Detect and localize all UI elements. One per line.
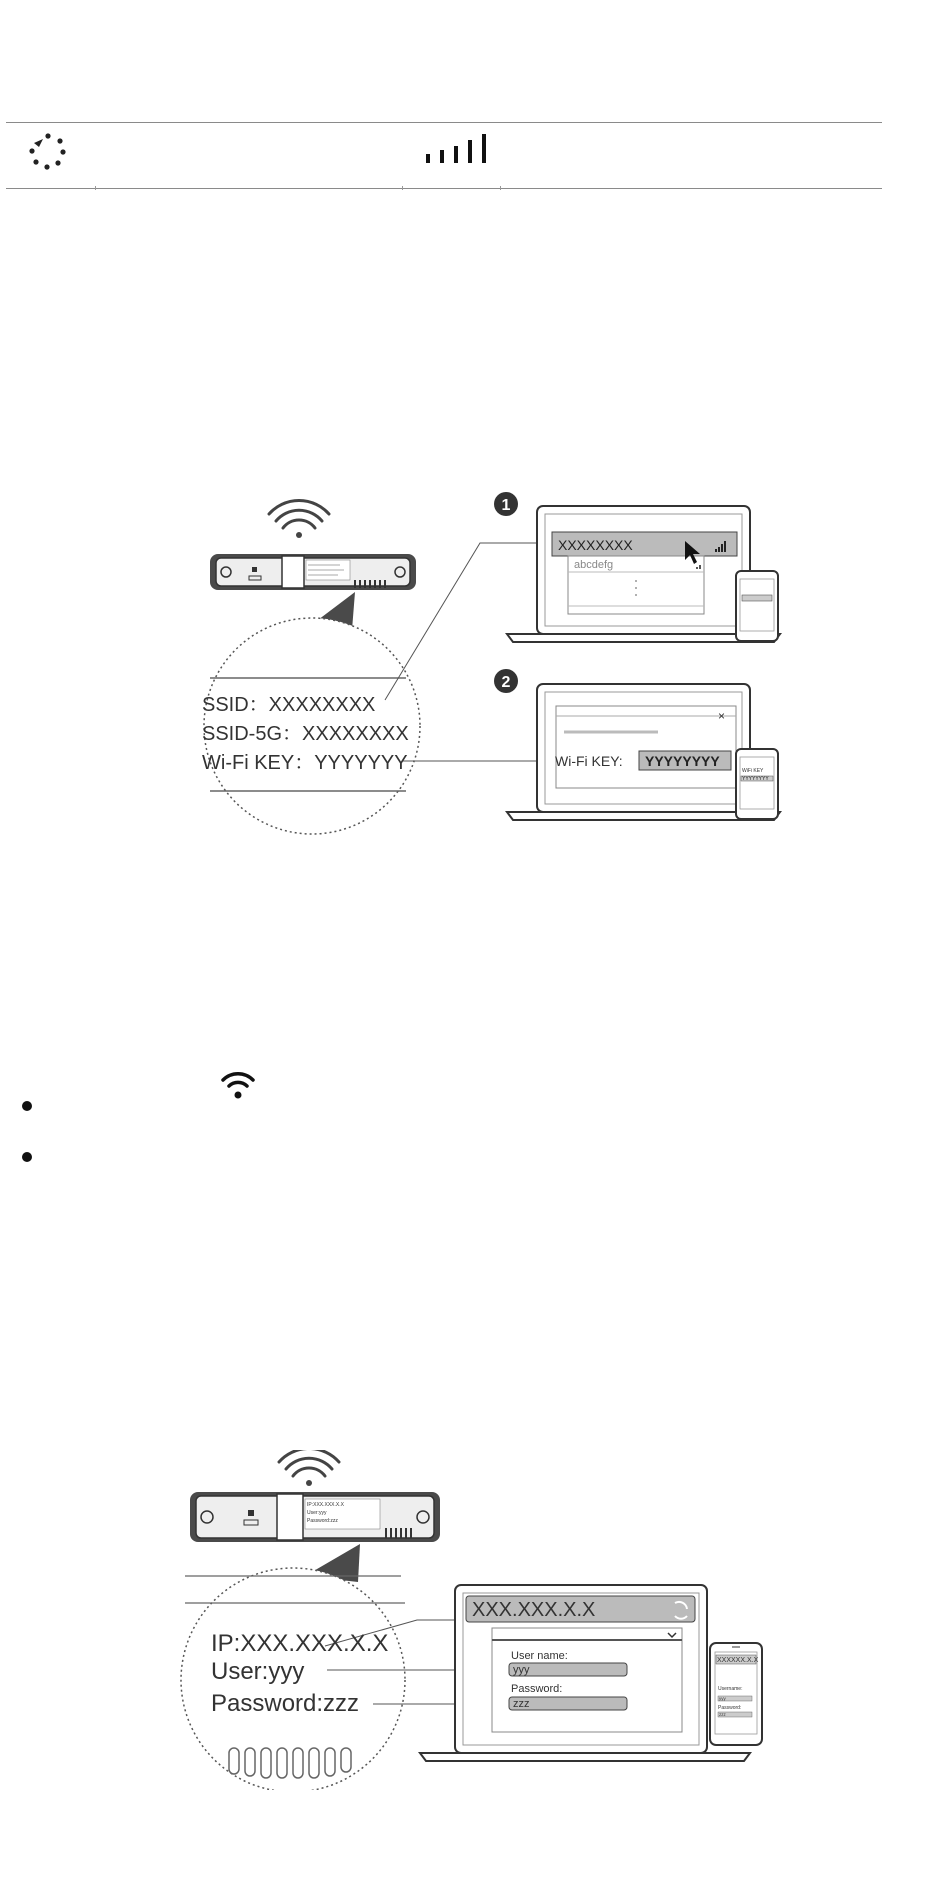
bullet-point bbox=[22, 1152, 32, 1162]
phone-address: XXXXXX.X.X bbox=[717, 1657, 759, 1664]
circle-ip-line: IP:XXX.XXX.X.X bbox=[211, 1630, 389, 1657]
router-label-ip: IP:XXX.XXX.X.X bbox=[307, 1502, 344, 1508]
phone-wifikey-label: WiFi KEY bbox=[742, 768, 764, 774]
router-device bbox=[210, 554, 416, 590]
table-top-rule bbox=[6, 122, 882, 123]
dialog-close-glyph: × bbox=[718, 709, 726, 723]
wifikey-label: Wi-Fi KEY: bbox=[555, 753, 623, 769]
signal-strength-icon bbox=[424, 134, 494, 164]
browser-address: XXX.XXX.X.X bbox=[472, 1599, 596, 1621]
table-bottom-rule bbox=[6, 188, 882, 189]
circle-user-line: User:yyy bbox=[211, 1658, 305, 1685]
phone-username-value: yyy bbox=[719, 1696, 726, 1701]
phone-step-2 bbox=[736, 749, 778, 819]
wifi-connection-illustration bbox=[150, 470, 800, 850]
login-username-value: yyy bbox=[513, 1664, 530, 1676]
web-login-illustration bbox=[180, 1450, 780, 1790]
step-number-2: 2 bbox=[501, 674, 511, 691]
circle-password-line: Password:zzz bbox=[211, 1690, 360, 1717]
phone-password-label: Password: bbox=[718, 1705, 742, 1711]
router-label-user: User:yyy bbox=[307, 1510, 327, 1516]
login-password-value: zzz bbox=[513, 1698, 530, 1710]
phone-username-label: Username: bbox=[718, 1686, 743, 1692]
table-column-tick bbox=[402, 186, 403, 190]
bullet-point bbox=[22, 1101, 32, 1111]
router-label-password: Password:zzz bbox=[307, 1518, 338, 1524]
login-password-label: Password: bbox=[511, 1683, 563, 1695]
circle-wifikey-line: Wi-Fi KEY：YYYYYYY bbox=[202, 752, 408, 774]
phone-wifikey-value: YYYYYYYY bbox=[742, 776, 769, 782]
login-username-label: User name: bbox=[511, 1650, 568, 1662]
network-other-ssid: abcdefg bbox=[574, 559, 614, 571]
wifi-icon bbox=[269, 500, 329, 528]
wifikey-value: YYYYYYYY bbox=[645, 753, 720, 769]
phone-step-1 bbox=[736, 571, 778, 641]
router-device bbox=[190, 1492, 440, 1542]
step-number-1: 1 bbox=[501, 497, 511, 514]
wifi-icon bbox=[220, 1071, 256, 1103]
circle-ssid-line: SSID：XXXXXXXX bbox=[202, 694, 376, 716]
network-selected-ssid: XXXXXXXX bbox=[558, 537, 633, 553]
loading-spinner-icon bbox=[28, 131, 68, 171]
table-column-tick bbox=[500, 186, 501, 190]
circle-ssid5g-line: SSID-5G：XXXXXXXX bbox=[202, 723, 409, 745]
table-column-tick bbox=[95, 186, 96, 190]
phone-password-value: zzz bbox=[719, 1712, 726, 1717]
